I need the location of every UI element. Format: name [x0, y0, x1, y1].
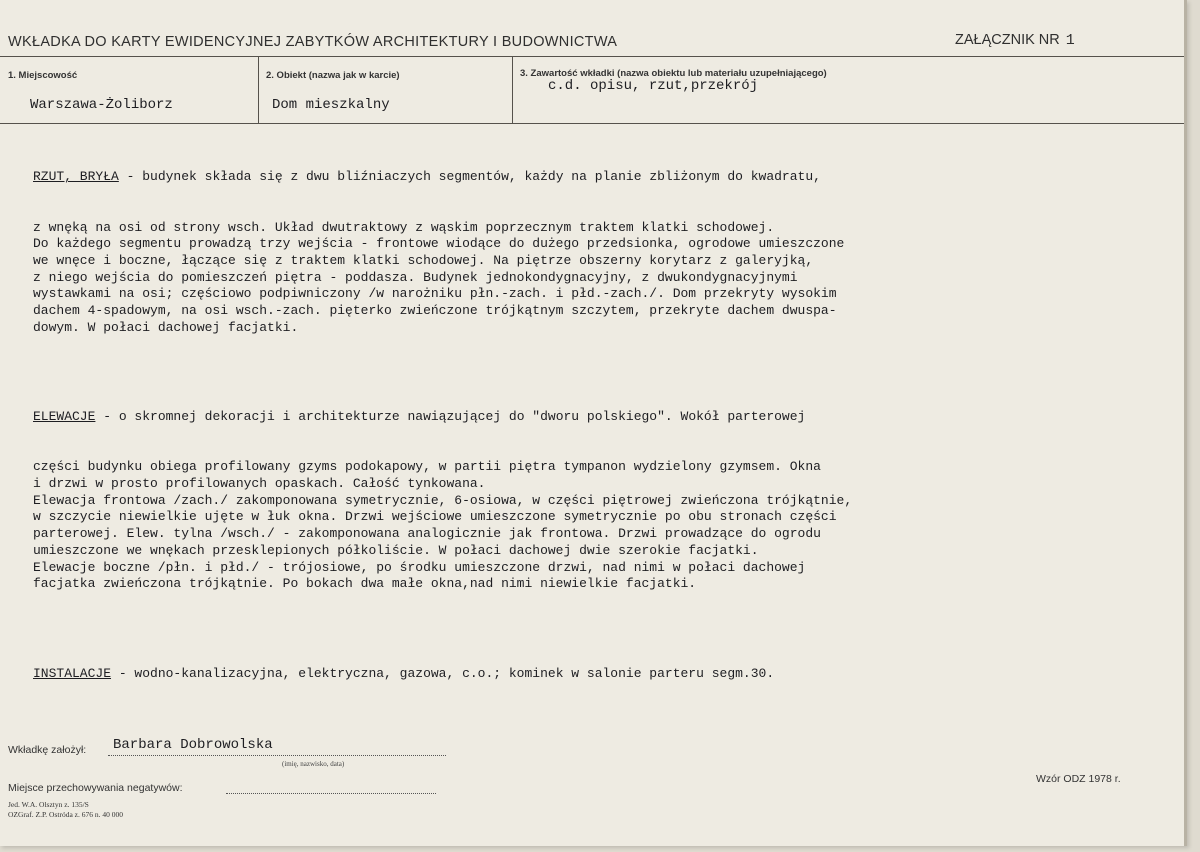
rzut-text: z wnęką na osi od strony wsch. Układ dwutraktowy z wąskim poprzecznym traktem klatki schodowej. Do każdego segmentu prowadzą trzy wejścia - frontowe wiodące do dużego przedsionka, ogrodowe umieszczone we wnęce i boczne, łączące się z traktem klatki schodowej. Na piętrze obszerny korytarz z galeryjką, z niego wejścia do pomieszczeń piętra - poddasza. Budynek jednokondygnacyjny, z dwukondygnacyjnymi wystawkami na osi; częściowo podpiwniczony /w narożniku płn.-zach. i płd.-zach./. Dom przekryty wysokim dachem 4-spadowym, na osi wsch.-zach. pięterko zwieńczone trójkątnym szczytem, przekryte dachem dwuspa- dowym. W połaci dachowej facjatki.: [33, 219, 845, 335]
fields-rule: [0, 123, 1184, 124]
section-instalacje: [33, 666, 1143, 683]
elewacje-text: części budynku obiega profilowany gzyms podokapowy, w partii piętra tympanon wydzielony gzymsem. Okna i drzwi w prosto profilowanych opaskach. Całość tynkowana. Elewacja frontowa /zach./ zakomponowana symetrycznie, 6-osiowa, w części piętrowej zwieńczona trójkątnie, w szczycie niewielkie ujęte w łuk okna. Drzwi wejściowe umieszczone symetrycznie po obu stronach części parterowej. Elew. tylna /wsch./ - zakomponowana analogicznie jak frontowa. Drzwi prowadzące do ogrodu umieszczone we wnękach przesklepionych półkoliście. W połaci dachowej dwie szerokie facjatki. Elewacje boczne /płn. i płd./ - trójosiowe, po środku umieszczone drzwi, nad nimi w połaci dachowej facjatka zwieńczona trójkątnie. Po bokach dwa małe okna,nad nimi niewielkie facjatki.: [33, 459, 853, 592]
elewacje-first-line: - o skromnej dekoracji i architekturze nawiązującej do "dworu polskiego". Wokół parterowej: [95, 409, 806, 425]
object-label: 2. Obiekt (nazwa jak w karcie): [266, 70, 400, 81]
negatives-label: Miejsce przechowywania negatywów:: [8, 782, 183, 794]
signature-line: [108, 755, 446, 756]
signature-caption: (imię, nazwisko, data): [282, 760, 345, 768]
form-model: Wzór ODZ 1978 r.: [1036, 773, 1121, 785]
print-line-2: OZGraf. Z.P. Ostróda z. 676 n. 40 000: [8, 810, 123, 819]
locality-label: 1. Miejscowość: [8, 70, 78, 81]
contents-value: c.d. opisu, rzut,przekrój: [548, 78, 759, 94]
section-elewacje: [33, 409, 1143, 426]
instalacje-first-line: - wodno-kanalizacyjna, elektryczna, gazowa, c.o.; kominek w salonie parteru segm.30.: [111, 665, 775, 681]
instalacje-heading: INSTALACJE: [33, 665, 112, 681]
print-line-1: Jed. W.A. Olsztyn z. 135/S: [8, 800, 89, 809]
annex-label: ZAŁĄCZNIK NR: [955, 32, 1060, 48]
description-text: [33, 136, 1143, 716]
field-divider-2: [512, 56, 513, 123]
rzut-heading: RZUT, BRYŁA: [33, 169, 119, 185]
print-info: [8, 800, 123, 820]
form-title: WKŁADKA DO KARTY EWIDENCYJNEJ ZABYTKÓW ARCHITEKTURY I BUDOWNICTWA: [8, 34, 618, 50]
header-rule: [0, 56, 1184, 57]
object-value: Dom mieszkalny: [272, 97, 390, 113]
elewacje-heading: ELEWACJE: [33, 409, 96, 425]
annex-number: 1: [1065, 32, 1075, 49]
section-rzut: [33, 169, 1143, 186]
inserted-by-value: Barbara Dobrowolska: [113, 737, 273, 753]
annex-heading: [955, 32, 1075, 49]
locality-value: Warszawa-Żoliborz: [30, 97, 173, 113]
field-divider-1: [258, 56, 259, 123]
rzut-first-line: - budynek składa się z dwu bliźniaczych segmentów, każdy na planie zbliżonym do kwadratu,: [118, 169, 821, 185]
negatives-line: [226, 793, 436, 794]
contents-label: 3. Zawartość wkładki (nazwa obiektu lub materiału uzupełniającego): [520, 68, 827, 79]
inserted-by-label: Wkładkę założył:: [8, 744, 87, 756]
